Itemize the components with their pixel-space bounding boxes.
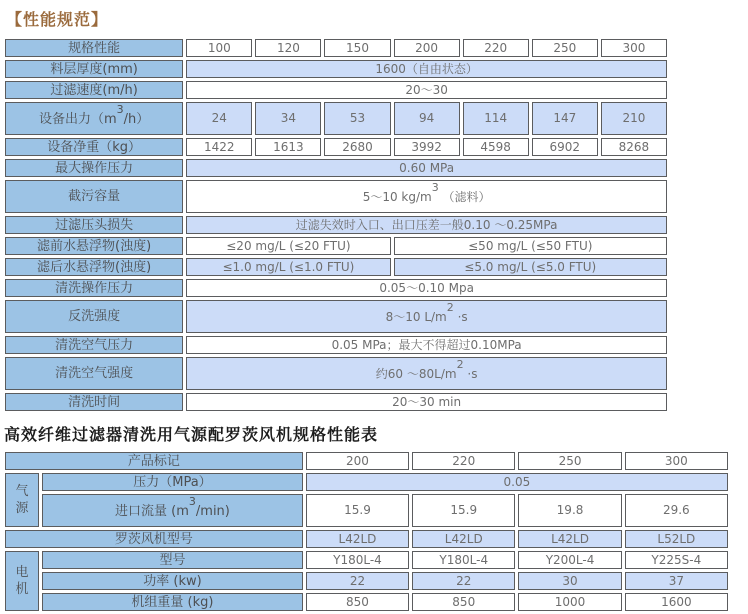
row-wash-air-intensity — [5, 357, 667, 390]
row-label: 过滤速度(m/h) — [5, 81, 183, 99]
power-value: 22 — [412, 572, 515, 590]
post-filter-ss-left: ≤1.0 mg/L (≤1.0 FTU) — [186, 258, 390, 276]
blower-model-value: L42LD — [306, 530, 409, 548]
blower-spec-table — [2, 449, 731, 614]
unit-output-value: 114 — [463, 102, 529, 135]
pre-filter-ss-left: ≤20 mg/L (≤20 FTU) — [186, 237, 390, 255]
row-post-filter-ss — [5, 258, 667, 276]
wash-pressure-value: 0.05～0.10 Mpa — [186, 279, 667, 297]
row-label: 清洗空气强度 — [5, 357, 183, 390]
net-weight-value: 1613 — [255, 138, 321, 156]
inlet-flow-value: 29.6 — [625, 494, 728, 527]
value-text: （滤料） — [438, 190, 491, 204]
inlet-flow-value: 15.9 — [306, 494, 409, 527]
spec-value: 220 — [463, 39, 529, 57]
net-weight-value: 6902 — [532, 138, 598, 156]
row-label: 清洗时间 — [5, 393, 183, 411]
net-weight-value: 4598 — [463, 138, 529, 156]
post-filter-ss-right: ≤5.0 mg/L (≤5.0 FTU) — [394, 258, 667, 276]
row-label: 滤后水悬浮物(浊度) — [5, 258, 183, 276]
row-label: 设备净重（kg） — [5, 138, 183, 156]
spec-value: 100 — [186, 39, 252, 57]
label-text: 进口流量 (m — [115, 504, 189, 519]
row-label: 滤前水悬浮物(浊度) — [5, 237, 183, 255]
row-layer-thickness — [5, 60, 667, 78]
row-product-mark — [5, 452, 728, 470]
wash-air-intensity-value — [186, 357, 667, 390]
net-weight-value: 3992 — [394, 138, 460, 156]
head-loss-value: 过滤失效时入口、出口压差一般0.10 ～0.25MPa — [186, 216, 667, 234]
unit-weight-value: 850 — [306, 593, 409, 611]
unit-weight-value: 850 — [412, 593, 515, 611]
net-weight-value: 1422 — [186, 138, 252, 156]
performance-spec-table — [2, 36, 670, 414]
superscript: 3 — [188, 495, 196, 508]
power-value: 30 — [518, 572, 621, 590]
motor-model-value: Y180L-4 — [306, 551, 409, 569]
net-weight-value: 2680 — [324, 138, 390, 156]
value-text: 8～10 L/m — [385, 310, 447, 324]
row-spec — [5, 39, 667, 57]
pre-filter-ss-right: ≤50 mg/L (≤50 FTU) — [394, 237, 667, 255]
row-label: 产品标记 — [5, 452, 303, 470]
row-label: 压力（MPa） — [42, 473, 303, 491]
superscript: 2 — [446, 301, 454, 314]
spec-value: 200 — [394, 39, 460, 57]
row-net-weight — [5, 138, 667, 156]
section-title-performance-spec: 【性能规范】 — [6, 10, 109, 29]
row-label: 最大操作压力 — [5, 159, 183, 177]
label-text: 设备出力（m — [38, 112, 117, 127]
row-wash-air-pressure — [5, 336, 667, 354]
inlet-flow-value: 15.9 — [412, 494, 515, 527]
label-text: /h） — [123, 112, 150, 127]
unit-weight-value: 1000 — [518, 593, 621, 611]
row-pressure — [5, 473, 728, 491]
superscript: 3 — [116, 103, 124, 116]
unit-output-value: 94 — [394, 102, 460, 135]
row-unit-output — [5, 102, 667, 135]
row-label — [42, 494, 303, 527]
product-mark-value: 200 — [306, 452, 409, 470]
value-text: ·s — [453, 310, 468, 324]
label-text: /min) — [195, 504, 230, 519]
spec-value: 300 — [601, 39, 667, 57]
unit-output-value: 210 — [601, 102, 667, 135]
row-label: 功率 (kw) — [42, 572, 303, 590]
row-label: 截污容量 — [5, 180, 183, 213]
inlet-flow-value: 19.8 — [518, 494, 621, 527]
value-text: 5～10 kg/m — [362, 190, 432, 204]
unit-weight-value: 1600 — [625, 593, 728, 611]
motor-model-value: Y225S-4 — [625, 551, 728, 569]
spec-value: 120 — [255, 39, 321, 57]
unit-output-value: 24 — [186, 102, 252, 135]
row-inlet-flow — [5, 494, 728, 527]
row-motor-model — [5, 551, 728, 569]
row-pre-filter-ss — [5, 237, 667, 255]
blower-model-value: L52LD — [625, 530, 728, 548]
row-label: 规格性能 — [5, 39, 183, 57]
value-text: ·s — [463, 367, 478, 381]
layer-thickness-value: 1600（自由状态） — [186, 60, 667, 78]
superscript: 3 — [431, 181, 439, 194]
row-wash-pressure — [5, 279, 667, 297]
row-label: 型号 — [42, 551, 303, 569]
filter-speed-value: 20～30 — [186, 81, 667, 99]
unit-output-value: 147 — [532, 102, 598, 135]
row-label: 过滤压头损失 — [5, 216, 183, 234]
product-mark-value: 220 — [412, 452, 515, 470]
backwash-intensity-value — [186, 300, 667, 333]
wash-air-pressure-value: 0.05 MPa；最大不得超过0.10MPa — [186, 336, 667, 354]
row-power — [5, 572, 728, 590]
unit-output-value: 53 — [324, 102, 390, 135]
row-label: 罗茨风机型号 — [5, 530, 303, 548]
power-value: 22 — [306, 572, 409, 590]
row-label: 清洗操作压力 — [5, 279, 183, 297]
superscript: 2 — [456, 358, 464, 371]
row-label — [5, 102, 183, 135]
row-blower-model — [5, 530, 728, 548]
product-mark-value: 300 — [625, 452, 728, 470]
spec-value: 150 — [324, 39, 390, 57]
motor-model-value: Y180L-4 — [412, 551, 515, 569]
wash-time-value: 20～30 min — [186, 393, 667, 411]
row-label: 反洗强度 — [5, 300, 183, 333]
row-label: 料层厚度(mm) — [5, 60, 183, 78]
blower-model-value: L42LD — [412, 530, 515, 548]
row-max-pressure — [5, 159, 667, 177]
dirt-capacity-value — [186, 180, 667, 213]
max-pressure-value: 0.60 MPa — [186, 159, 667, 177]
product-mark-value: 250 — [518, 452, 621, 470]
row-wash-time — [5, 393, 667, 411]
motor-model-value: Y200L-4 — [518, 551, 621, 569]
row-head-loss — [5, 216, 667, 234]
pressure-value: 0.05 — [306, 473, 728, 491]
motor-group-label: 电机 — [5, 551, 39, 611]
row-backwash-intensity — [5, 300, 667, 333]
row-label: 机组重量 (kg) — [42, 593, 303, 611]
unit-output-value: 34 — [255, 102, 321, 135]
section-title-blower-table: 高效纤维过滤器清洗用气源配罗茨风机规格性能表 — [4, 425, 379, 444]
row-filter-speed — [5, 81, 667, 99]
net-weight-value: 8268 — [601, 138, 667, 156]
power-value: 37 — [625, 572, 728, 590]
value-text: 约60 ～80L/m — [375, 367, 457, 381]
row-unit-weight — [5, 593, 728, 611]
spec-value: 250 — [532, 39, 598, 57]
gas-source-group-label: 气源 — [5, 473, 39, 527]
row-dirt-capacity — [5, 180, 667, 213]
row-label: 清洗空气压力 — [5, 336, 183, 354]
blower-model-value: L42LD — [518, 530, 621, 548]
